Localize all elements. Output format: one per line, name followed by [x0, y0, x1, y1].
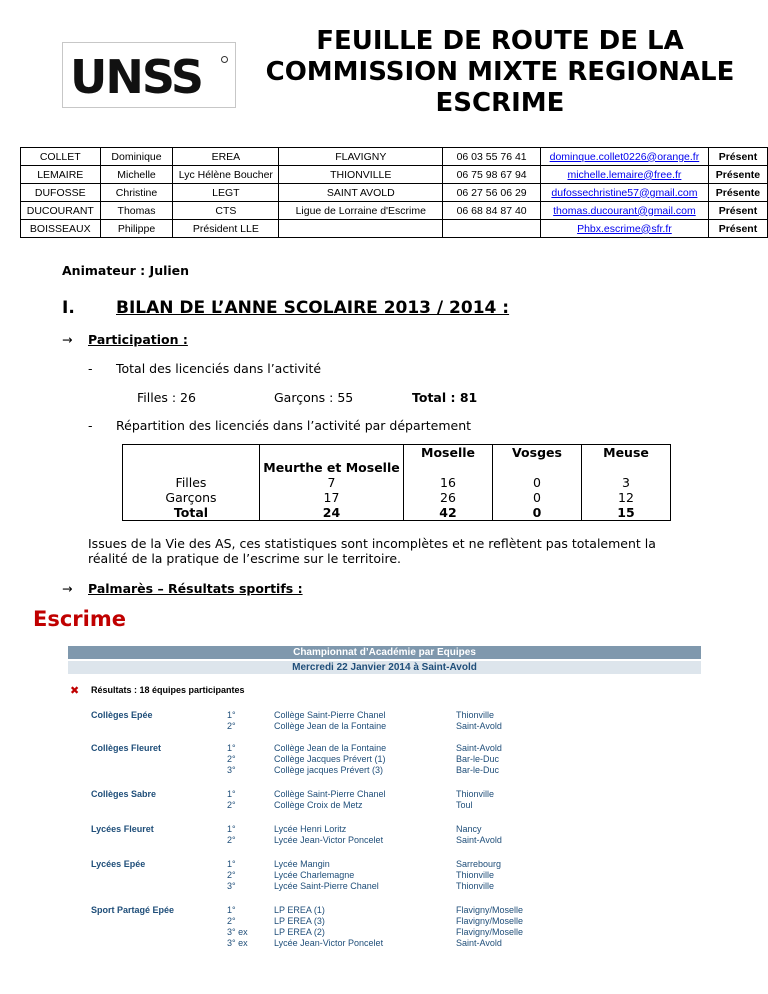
result-category: Sport Partagé Epée [91, 905, 175, 915]
result-city: Thionville [456, 881, 495, 891]
result-team: Collège Jean de la Fontaine [274, 743, 387, 753]
championnat-banner: Championnat d’Académie par Equipes [68, 646, 701, 659]
contact-tel: 06 27 56 06 29 [443, 184, 541, 202]
unss-logo [62, 42, 236, 108]
contact-nom: BOISSEAUX [21, 220, 101, 238]
result-category: Collèges Sabre [91, 789, 157, 799]
contact-ville: Ligue de Lorraine d'Escrime [279, 202, 443, 220]
result-rank: 2° [227, 754, 236, 764]
section-number: I. [62, 298, 75, 318]
result-rank: 1° [227, 710, 236, 720]
result-team: LP EREA (3) [274, 916, 325, 926]
result-team: Collège Jean de la Fontaine [274, 721, 387, 731]
contact-etab: Lyc Hélène Boucher [173, 166, 279, 184]
statistics-note: Issues de la Vie des AS, ces statistiques sont incomplètes et ne reflètent pas totalement la réalité de la pratique de l’escrime sur le territoire. [88, 536, 656, 566]
result-city-column [456, 824, 502, 846]
result-city: Saint-Avold [456, 938, 502, 948]
contact-nom: DUFOSSE [21, 184, 101, 202]
dept-col-mm: Meurthe et Moselle 7 17 24 [260, 445, 404, 521]
result-city: Flavigny/Moselle [456, 927, 524, 937]
palmares-heading: Palmarès – Résultats sportifs : [88, 581, 303, 596]
result-city: Thionville [456, 789, 495, 799]
dash-bullet: - [88, 418, 93, 433]
contact-nom: LEMAIRE [21, 166, 101, 184]
contact-prenom: Christine [100, 184, 173, 202]
result-team: LP EREA (1) [274, 905, 325, 915]
logo-word: UNSS [70, 50, 203, 104]
result-city: Nancy [456, 824, 482, 834]
result-city: Thionville [456, 870, 495, 880]
contact-row [21, 220, 768, 238]
contact-tel [443, 220, 541, 238]
result-rank: 2° [227, 835, 236, 845]
contact-prenom: Michelle [100, 166, 173, 184]
result-category: Collèges Epée [91, 710, 153, 720]
result-team: Collège Croix de Metz [274, 800, 363, 810]
contact-prenom: Thomas [100, 202, 173, 220]
arrow-right-icon: → [62, 332, 73, 347]
result-team: Lycée Mangin [274, 859, 330, 869]
result-city: Bar-le-Duc [456, 754, 500, 764]
contact-etab: CTS [173, 202, 279, 220]
garcons-total: Garçons : 55 [274, 390, 354, 405]
result-rank-column [227, 710, 236, 732]
total-label: Total des licenciés dans l’activité [116, 361, 322, 376]
result-team-column [274, 905, 383, 949]
result-team-column [274, 743, 386, 776]
result-city: Saint-Avold [456, 721, 502, 731]
contact-etab: LEGT [173, 184, 279, 202]
contact-prenom: Philippe [100, 220, 173, 238]
dash-bullet: - [88, 361, 93, 376]
grand-total: Total : 81 [412, 390, 478, 405]
result-rank: 2° [227, 916, 236, 926]
result-team: Lycée Jean-Victor Poncelet [274, 938, 384, 948]
contact-tel: 06 68 84 87 40 [443, 202, 541, 220]
cross-bullet-icon: ✖ [70, 684, 80, 697]
result-team: Collège Saint-Pierre Chanel [274, 789, 386, 799]
result-city-column [456, 743, 502, 776]
result-city: Flavigny/Moselle [456, 905, 524, 915]
result-category: Collèges Fleuret [91, 743, 162, 753]
row-labels-cell: Filles Garçons Total [123, 445, 260, 521]
contact-tel: 06 03 55 76 41 [443, 148, 541, 166]
contact-nom: DUCOURANT [21, 202, 101, 220]
contact-statut: Présent [708, 148, 767, 166]
result-rank: 1° [227, 859, 236, 869]
result-rank-column [227, 824, 236, 846]
contact-row [21, 202, 768, 220]
contact-statut: Présente [708, 166, 767, 184]
result-team-column [274, 824, 383, 846]
result-city-column [456, 710, 502, 732]
contact-email[interactable]: dominque.collet0226@orange.fr [540, 148, 708, 166]
escrime-heading: Escrime [33, 607, 126, 631]
result-rank: 2° [227, 721, 236, 731]
result-rank: 1° [227, 824, 236, 834]
result-team: Collège jacques Prévert (3) [274, 765, 384, 775]
result-rank: 1° [227, 905, 236, 915]
contact-tel: 06 75 98 67 94 [443, 166, 541, 184]
contact-email[interactable]: dufossechristine57@gmail.com [540, 184, 708, 202]
repartition-label: Répartition des licenciés dans l’activité par département [116, 418, 472, 433]
contact-ville: SAINT AVOLD [279, 184, 443, 202]
result-city-column [456, 789, 494, 811]
result-rank: 1° [227, 743, 236, 753]
contact-row [21, 148, 768, 166]
result-city: Thionville [456, 710, 495, 720]
contact-row [21, 166, 768, 184]
result-rank: 2° [227, 800, 236, 810]
section-title: BILAN DE L’ANNE SCOLAIRE 2013 / 2014 : [116, 298, 510, 318]
result-rank: 3° ex [227, 927, 248, 937]
dept-col-vosges: Vosges 0 0 0 [493, 445, 582, 521]
contact-etab: EREA [173, 148, 279, 166]
result-team: Lycée Charlemagne [274, 870, 355, 880]
result-rank: 2° [227, 870, 236, 880]
contact-row [21, 184, 768, 202]
contact-email[interactable]: michelle.lemaire@free.fr [540, 166, 708, 184]
contact-etab: Président LLE [173, 220, 279, 238]
result-city-column [456, 859, 501, 892]
result-city: Saint-Avold [456, 835, 502, 845]
arrow-right-icon: → [62, 581, 73, 596]
result-team: Collège Saint-Pierre Chanel [274, 710, 386, 720]
result-city-column [456, 905, 523, 949]
result-team: Lycée Henri Loritz [274, 824, 347, 834]
result-rank-column [227, 859, 236, 892]
result-city: Sarrebourg [456, 859, 502, 869]
contact-ville: THIONVILLE [279, 166, 443, 184]
contact-ville: FLAVIGNY [279, 148, 443, 166]
result-rank-column [227, 789, 236, 811]
resultats-heading: Résultats : 18 équipes participantes [91, 685, 245, 695]
result-team-column [274, 789, 386, 811]
result-rank: 3° ex [227, 938, 248, 948]
filles-total: Filles : 26 [137, 390, 196, 405]
result-category: Lycées Epée [91, 859, 146, 869]
result-category: Lycées Fleuret [91, 824, 154, 834]
result-city: Flavigny/Moselle [456, 916, 524, 926]
contact-ville [279, 220, 443, 238]
result-rank: 3° [227, 765, 236, 775]
result-team-column [274, 859, 379, 892]
result-rank-column [227, 905, 248, 949]
contact-nom: COLLET [21, 148, 101, 166]
result-city: Bar-le-Duc [456, 765, 500, 775]
contact-email[interactable]: thomas.ducourant@gmail.com [540, 202, 708, 220]
contact-email[interactable]: Phbx.escrime@sfr.fr [540, 220, 708, 238]
result-team: Collège Jacques Prévert (1) [274, 754, 386, 764]
result-team: LP EREA (2) [274, 927, 325, 937]
result-team: Lycée Saint-Pierre Chanel [274, 881, 379, 891]
contacts-table [20, 147, 768, 238]
date-banner: Mercredi 22 Janvier 2014 à Saint-Avold [68, 661, 701, 674]
dept-col-meuse: Meuse 3 12 15 [582, 445, 671, 521]
participation-heading: Participation : [88, 332, 188, 347]
result-rank: 1° [227, 789, 236, 799]
result-city: Saint-Avold [456, 743, 502, 753]
result-city: Toul [456, 800, 473, 810]
result-rank-column [227, 743, 236, 776]
result-rank: 3° [227, 881, 236, 891]
page-title: FEUILLE DE ROUTE DE LA COMMISSION MIXTE REGIONALE ESCRIME [265, 26, 735, 118]
contact-statut: Présent [708, 202, 767, 220]
contact-statut: Présent [708, 220, 767, 238]
contact-statut: Présente [708, 184, 767, 202]
result-team-column [274, 710, 386, 732]
contact-prenom: Dominique [100, 148, 173, 166]
animateur: Animateur : Julien [62, 263, 190, 278]
dept-col-moselle: Moselle 16 26 42 [404, 445, 493, 521]
repartition-table [122, 444, 671, 521]
result-team: Lycée Jean-Victor Poncelet [274, 835, 384, 845]
